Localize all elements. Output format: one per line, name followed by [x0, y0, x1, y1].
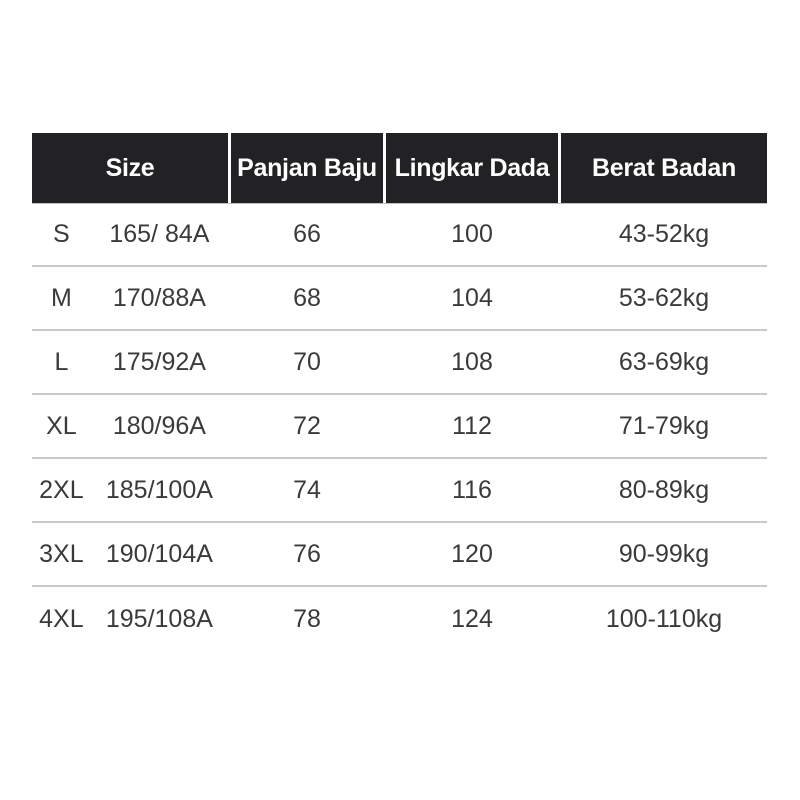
berat-badan-value: 80-89kg — [618, 475, 710, 504]
size-cell — [32, 523, 228, 585]
size-label: L — [54, 347, 69, 376]
size-cell — [32, 203, 228, 265]
size-spec: 190/104A — [105, 539, 213, 568]
header-cell-berat-badan: Berat Badan — [561, 133, 767, 203]
panjang-baju-value: 74 — [293, 475, 321, 504]
size-label: 3XL — [39, 539, 84, 568]
size-label: 2XL — [39, 475, 84, 504]
table-row — [32, 331, 767, 395]
table-row — [32, 523, 767, 587]
size-spec: 185/100A — [105, 475, 213, 504]
size-spec: 180/96A — [112, 411, 206, 440]
table-row — [32, 587, 767, 651]
berat-badan-value: 43-52kg — [618, 219, 710, 248]
panjang-baju-value: 78 — [293, 604, 321, 633]
berat-badan-value: 71-79kg — [618, 411, 710, 440]
panjang-baju-value: 66 — [293, 219, 321, 248]
lingkar-dada-value: 112 — [452, 411, 492, 440]
header-cell-panjan-baju: Panjan Baju — [231, 133, 383, 203]
table-row — [32, 267, 767, 331]
lingkar-dada-value: 104 — [451, 283, 493, 312]
table-row — [32, 203, 767, 267]
berat-badan-value: 63-69kg — [618, 347, 710, 376]
berat-badan-value: 100-110kg — [605, 604, 723, 633]
table-row — [32, 395, 767, 459]
berat-badan-value: 90-99kg — [618, 539, 710, 568]
size-cell — [32, 331, 228, 393]
panjang-baju-value: 68 — [293, 283, 321, 312]
header-cell-lingkar-dada: Lingkar Dada — [386, 133, 558, 203]
size-cell — [32, 395, 228, 457]
lingkar-dada-value: 120 — [451, 539, 493, 568]
size-cell — [32, 267, 228, 329]
table-row — [32, 459, 767, 523]
size-spec: 170/88A — [112, 283, 206, 312]
size-spec: 175/92A — [112, 347, 206, 376]
lingkar-dada-value: 100 — [451, 219, 493, 248]
size-spec: 195/108A — [105, 604, 213, 633]
size-spec: 165/ 84A — [109, 219, 210, 248]
panjang-baju-value: 70 — [293, 347, 321, 376]
panjang-baju-value: 72 — [293, 411, 321, 440]
berat-badan-value: 53-62kg — [618, 283, 710, 312]
header-cell-size: Size — [32, 133, 228, 203]
size-cell — [32, 459, 228, 521]
size-chart-table — [32, 133, 767, 651]
size-label: 4XL — [39, 604, 84, 633]
lingkar-dada-value: 124 — [451, 604, 493, 633]
panjang-baju-value: 76 — [293, 539, 321, 568]
table-header-row — [32, 133, 767, 203]
lingkar-dada-value: 108 — [451, 347, 493, 376]
lingkar-dada-value: 116 — [452, 475, 492, 504]
size-label: XL — [46, 411, 77, 440]
size-label: M — [50, 283, 72, 312]
size-label: S — [53, 219, 70, 248]
size-cell — [32, 587, 228, 651]
